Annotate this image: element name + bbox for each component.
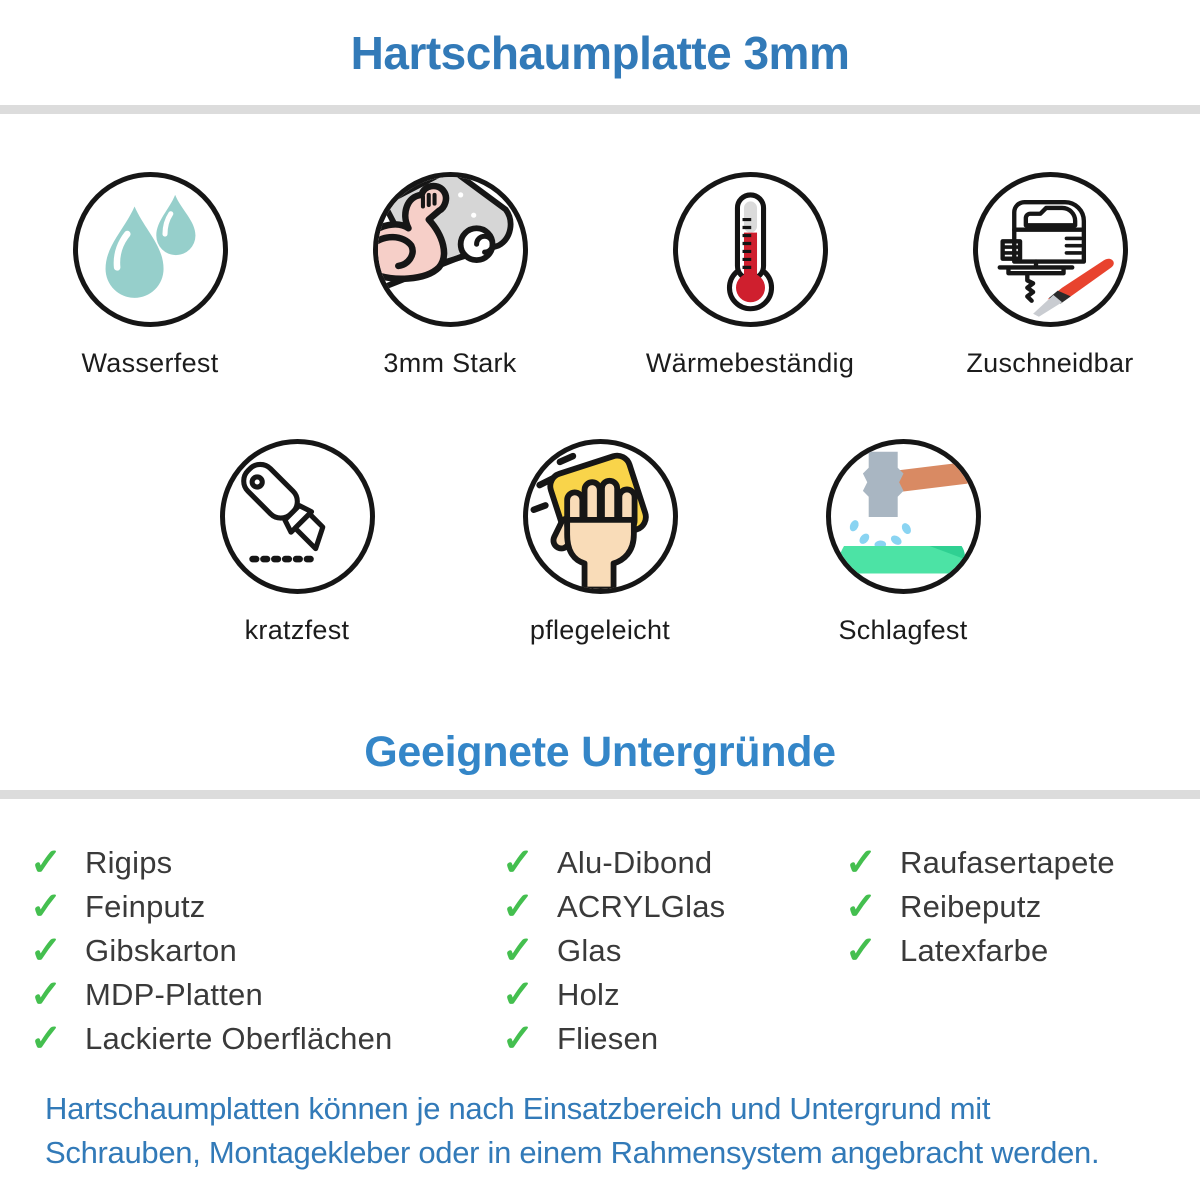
feature-label: Schlagfest (838, 615, 968, 645)
feature-label: Zuschneidbar (966, 348, 1134, 378)
feature-label: 3mm Stark (383, 348, 517, 378)
features-row-1 (0, 172, 1200, 379)
substrate-label: Fliesen (557, 1021, 659, 1056)
check-icon: ✓ (30, 1018, 62, 1060)
feature-3mm-stark (300, 172, 600, 379)
divider-bar (0, 790, 1200, 799)
check-icon: ✓ (30, 930, 62, 972)
feature-waermebestaendig (600, 172, 900, 379)
substrate-label: Alu-Dibond (557, 845, 713, 880)
feature-pflegeleicht (449, 439, 752, 646)
section-title-untergruende: Geeignete Untergründe (364, 728, 836, 776)
substrate-label: Reibeputz (900, 889, 1042, 924)
substrate-label: Raufasertapete (900, 845, 1115, 880)
page-title: Hartschaumplatte 3mm (350, 27, 850, 79)
check-icon: ✓ (30, 886, 62, 928)
feature-label: Wasserfest (81, 348, 219, 378)
substrate-label: MDP-Platten (85, 977, 263, 1012)
mounting-note (0, 1087, 1200, 1175)
feature-wasserfest (0, 172, 300, 379)
substrate-label: Feinputz (85, 889, 206, 924)
jigsaw-icon (973, 172, 1128, 327)
substrates-column-3 (845, 841, 1200, 1061)
check-icon: ✓ (30, 842, 62, 884)
substrates-column-2 (502, 841, 845, 1061)
mounting-note-line-1: Hartschaumplatten können je nach Einsatzbereich und Untergrund mit (45, 1091, 991, 1126)
list-item (502, 885, 845, 929)
substrate-label: Lackierte Oberflächen (85, 1021, 393, 1056)
check-icon: ✓ (845, 842, 877, 884)
feature-zuschneidbar (900, 172, 1200, 379)
flexed-arm-icon (373, 172, 528, 327)
cleaning-hand-icon (523, 439, 678, 594)
utility-knife-icon (220, 439, 375, 594)
list-item (30, 929, 502, 973)
list-item (845, 885, 1200, 929)
mounting-note-line-2: Schrauben, Montagekleber oder in einem Rahmensystem angebracht werden. (45, 1135, 1100, 1171)
feature-kratzfest (146, 439, 449, 646)
feature-label: kratzfest (244, 615, 350, 645)
substrate-label: Gibskarton (85, 933, 237, 968)
hammer-icon (826, 439, 981, 594)
list-item (845, 841, 1200, 885)
check-icon: ✓ (30, 974, 62, 1016)
substrate-label: ACRYLGlas (557, 889, 726, 924)
list-item (30, 973, 502, 1017)
thermometer-icon (673, 172, 828, 327)
feature-schlagfest (752, 439, 1055, 646)
list-item (30, 841, 502, 885)
substrate-label: Holz (557, 977, 620, 1012)
list-item (502, 929, 845, 973)
check-icon: ✓ (845, 886, 877, 928)
check-icon: ✓ (502, 930, 534, 972)
list-item (30, 1017, 502, 1061)
substrates-list (0, 799, 1200, 1061)
substrates-column-1 (30, 841, 502, 1061)
substrate-label: Latexfarbe (900, 933, 1049, 968)
list-item (30, 885, 502, 929)
list-item (502, 973, 845, 1017)
check-icon: ✓ (502, 842, 534, 884)
feature-label: Wärmebeständig (645, 348, 855, 378)
list-item (502, 841, 845, 885)
feature-label: pflegeleicht (529, 615, 671, 645)
check-icon: ✓ (845, 930, 877, 972)
list-item (845, 929, 1200, 973)
features-row-2 (0, 439, 1200, 646)
substrate-label: Rigips (85, 845, 173, 880)
list-item (502, 1017, 845, 1061)
substrate-label: Glas (557, 933, 622, 968)
divider-bar (0, 105, 1200, 114)
check-icon: ✓ (502, 886, 534, 928)
check-icon: ✓ (502, 974, 534, 1016)
check-icon: ✓ (502, 1018, 534, 1060)
water-drops-icon (73, 172, 228, 327)
